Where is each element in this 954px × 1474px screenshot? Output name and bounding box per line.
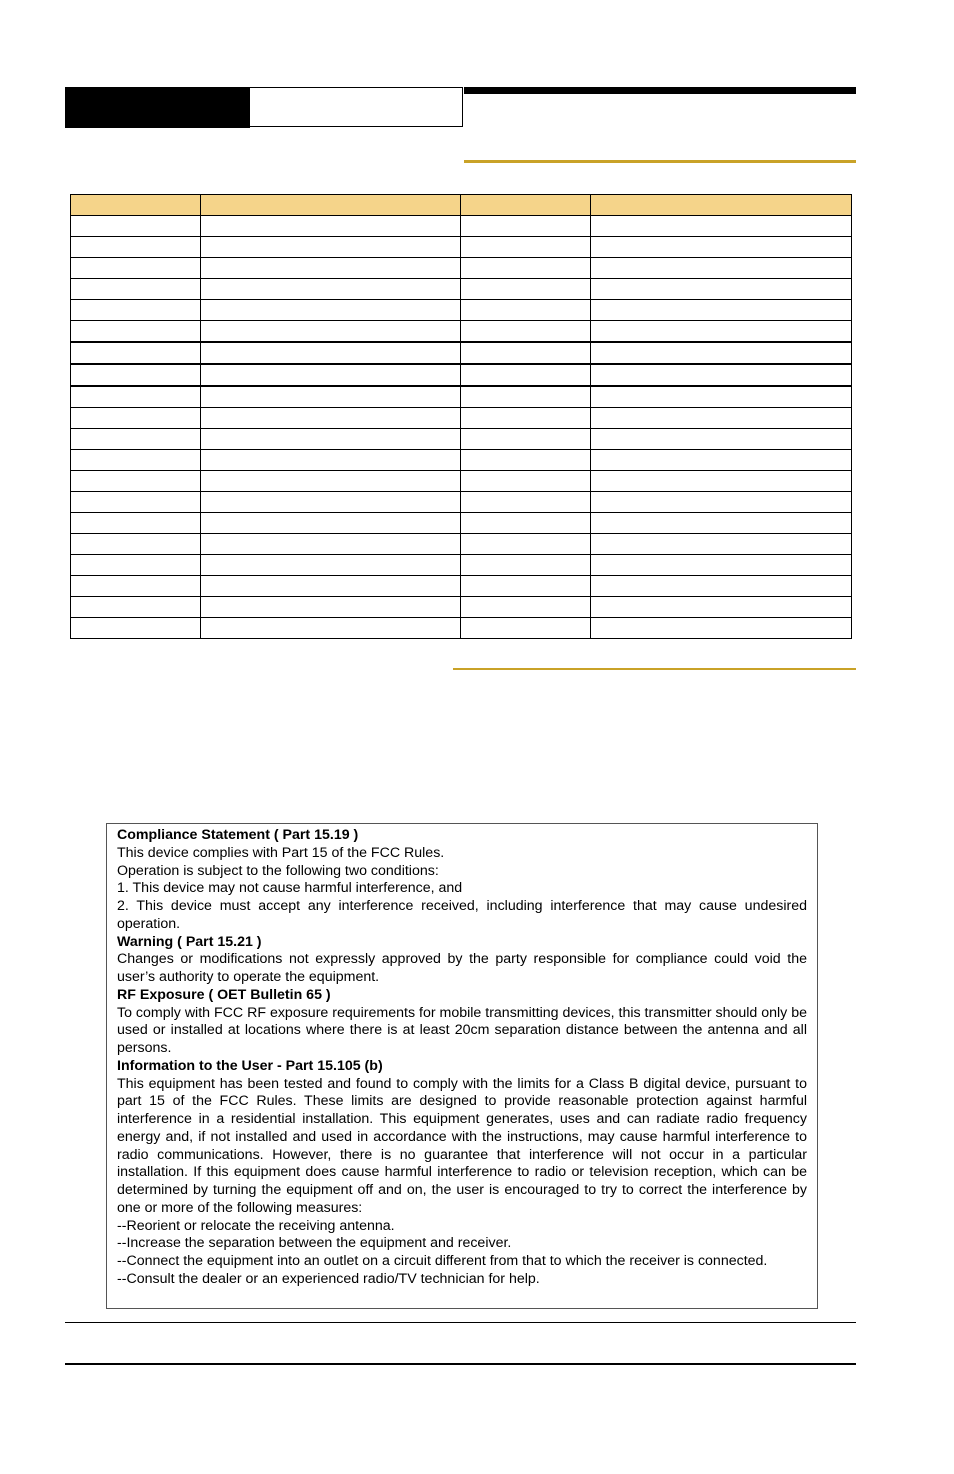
table-row bbox=[71, 408, 852, 429]
table-cell bbox=[71, 450, 201, 471]
measure-item: --Increase the separation between the equipment and receiver. bbox=[117, 1235, 512, 1252]
table-cell bbox=[71, 534, 201, 555]
table-cell bbox=[591, 386, 852, 408]
table-row bbox=[71, 555, 852, 576]
table-cell bbox=[201, 300, 461, 321]
table-cell bbox=[591, 450, 852, 471]
table-cell bbox=[461, 321, 591, 343]
table-row bbox=[71, 364, 852, 386]
table-cell bbox=[461, 513, 591, 534]
table-cell bbox=[71, 555, 201, 576]
table-cell bbox=[461, 386, 591, 408]
table-cell bbox=[201, 216, 461, 237]
header-black-block bbox=[65, 87, 250, 128]
table-cell bbox=[201, 237, 461, 258]
table-row bbox=[71, 450, 852, 471]
table-cell bbox=[71, 279, 201, 300]
table-cell bbox=[71, 364, 201, 386]
table-cell bbox=[461, 618, 591, 639]
table-row bbox=[71, 386, 852, 408]
measure-item: --Consult the dealer or an experienced radio/TV technician for help. bbox=[117, 1270, 540, 1287]
section-rule-top bbox=[464, 160, 856, 163]
compliance-condition-1: 1. This device may not cause harmful interference, and bbox=[117, 880, 463, 897]
table-cell bbox=[591, 429, 852, 450]
table-cell bbox=[461, 555, 591, 576]
table-cell bbox=[591, 237, 852, 258]
table-cell bbox=[591, 513, 852, 534]
table-cell bbox=[71, 342, 201, 364]
table-cell bbox=[201, 555, 461, 576]
section-rule-middle bbox=[453, 668, 856, 670]
table-cell bbox=[71, 386, 201, 408]
rf-exposure-heading: RF Exposure ( OET Bulletin 65 ) bbox=[117, 986, 331, 1003]
measure-item: --Connect the equipment into an outlet on a circuit different from that to which the receiver is connected. bbox=[117, 1253, 768, 1269]
table-cell bbox=[461, 471, 591, 492]
table-header-cell bbox=[201, 195, 461, 216]
table-cell bbox=[71, 237, 201, 258]
table-cell bbox=[71, 216, 201, 237]
spec-table bbox=[70, 194, 852, 639]
table-header-cell bbox=[461, 195, 591, 216]
warning-text: Changes or modifications not expressly approved by the party responsible for compliance could void the user’s authority to operate the equipment. bbox=[117, 951, 807, 985]
table-cell bbox=[71, 597, 201, 618]
table-row bbox=[71, 216, 852, 237]
table-cell bbox=[591, 576, 852, 597]
table-cell bbox=[71, 321, 201, 343]
table-cell bbox=[591, 321, 852, 343]
user-info-text: This equipment has been tested and found to comply with the limits for a Class B digital device, pursuant to part 15 of the FCC Rules. These limits are designed to provide reasonable protection against harmful interference in a residential installation. This equipment generates, uses and can radiate radio frequency energy and, if not installed and used in accordance with the instructions, may cause harmful interference to radio communications. However, there is no guarantee that interference will not occur in a particular installation. If this equipment does cause harmful interference to radio or television reception, which can be determined by turning the equipment off and on, the user is encouraged to try to correct the interference by one or more of the following measures: bbox=[117, 1075, 807, 1216]
table-cell bbox=[591, 279, 852, 300]
table-cell bbox=[201, 576, 461, 597]
table-cell bbox=[201, 279, 461, 300]
fcc-compliance-box bbox=[106, 823, 818, 1309]
table-cell bbox=[71, 429, 201, 450]
table-cell bbox=[71, 258, 201, 279]
table-cell bbox=[71, 513, 201, 534]
table-row bbox=[71, 534, 852, 555]
table-cell bbox=[461, 429, 591, 450]
table-cell bbox=[591, 300, 852, 321]
footer-rule-thin bbox=[65, 1322, 856, 1323]
compliance-line: Operation is subject to the following two conditions: bbox=[117, 862, 439, 879]
table-cell bbox=[461, 216, 591, 237]
table-row bbox=[71, 492, 852, 513]
table-cell bbox=[71, 300, 201, 321]
compliance-line: This device complies with Part 15 of the FCC Rules. bbox=[117, 844, 445, 861]
table-cell bbox=[591, 492, 852, 513]
table-cell bbox=[201, 321, 461, 343]
table-cell bbox=[461, 237, 591, 258]
table-cell bbox=[201, 364, 461, 386]
table-cell bbox=[591, 364, 852, 386]
table-row bbox=[71, 513, 852, 534]
table-row bbox=[71, 576, 852, 597]
table-cell bbox=[71, 408, 201, 429]
table-cell bbox=[201, 408, 461, 429]
table-cell bbox=[201, 471, 461, 492]
table-cell bbox=[461, 576, 591, 597]
table-cell bbox=[591, 597, 852, 618]
table-cell bbox=[461, 597, 591, 618]
footer-rule-thick bbox=[65, 1363, 856, 1365]
table-row bbox=[71, 471, 852, 492]
table-cell bbox=[461, 408, 591, 429]
header-title-box bbox=[250, 87, 463, 127]
table-header-cell bbox=[591, 195, 852, 216]
table-header-row bbox=[71, 195, 852, 216]
table-cell bbox=[201, 429, 461, 450]
table-cell bbox=[591, 618, 852, 639]
table-cell bbox=[461, 492, 591, 513]
table-row bbox=[71, 258, 852, 279]
table-cell bbox=[591, 342, 852, 364]
table-cell bbox=[201, 258, 461, 279]
table-cell bbox=[71, 576, 201, 597]
table-row bbox=[71, 342, 852, 364]
table-cell bbox=[591, 408, 852, 429]
user-info-heading: Information to the User - Part 15.105 (b) bbox=[117, 1057, 383, 1074]
compliance-heading: Compliance Statement ( Part 15.19 ) bbox=[117, 827, 359, 843]
table-cell bbox=[591, 258, 852, 279]
measure-item: --Reorient or relocate the receiving antenna. bbox=[117, 1217, 395, 1234]
table-cell bbox=[591, 555, 852, 576]
table-cell bbox=[201, 492, 461, 513]
table-cell bbox=[461, 279, 591, 300]
table-cell bbox=[201, 386, 461, 408]
table-cell bbox=[461, 342, 591, 364]
table-row bbox=[71, 597, 852, 618]
table-cell bbox=[461, 450, 591, 471]
table-cell bbox=[201, 513, 461, 534]
warning-heading: Warning ( Part 15.21 ) bbox=[117, 933, 262, 950]
table-row bbox=[71, 618, 852, 639]
table-cell bbox=[201, 342, 461, 364]
table-cell bbox=[71, 492, 201, 513]
table-row bbox=[71, 237, 852, 258]
table-row bbox=[71, 279, 852, 300]
table-cell bbox=[71, 618, 201, 639]
table-cell bbox=[591, 534, 852, 555]
table-cell bbox=[461, 258, 591, 279]
header-rule bbox=[464, 87, 856, 94]
table-cell bbox=[591, 471, 852, 492]
table-cell bbox=[461, 534, 591, 555]
table-row bbox=[71, 429, 852, 450]
table-cell bbox=[201, 597, 461, 618]
rf-exposure-text: To comply with FCC RF exposure requirements for mobile transmitting devices, this transmitter should only be used or installed at locations where there is at least 20cm separation distance between the antenna and all persons. bbox=[117, 1004, 807, 1056]
compliance-condition-2: 2. This device must accept any interference received, including interference that may cause undesired operation. bbox=[117, 898, 807, 932]
table-cell bbox=[591, 216, 852, 237]
table-row bbox=[71, 300, 852, 321]
table-cell bbox=[461, 364, 591, 386]
table-header-cell bbox=[71, 195, 201, 216]
table-cell bbox=[201, 534, 461, 555]
table-cell bbox=[461, 300, 591, 321]
table-cell bbox=[201, 450, 461, 471]
table-cell bbox=[71, 471, 201, 492]
table-row bbox=[71, 321, 852, 343]
table-cell bbox=[201, 618, 461, 639]
